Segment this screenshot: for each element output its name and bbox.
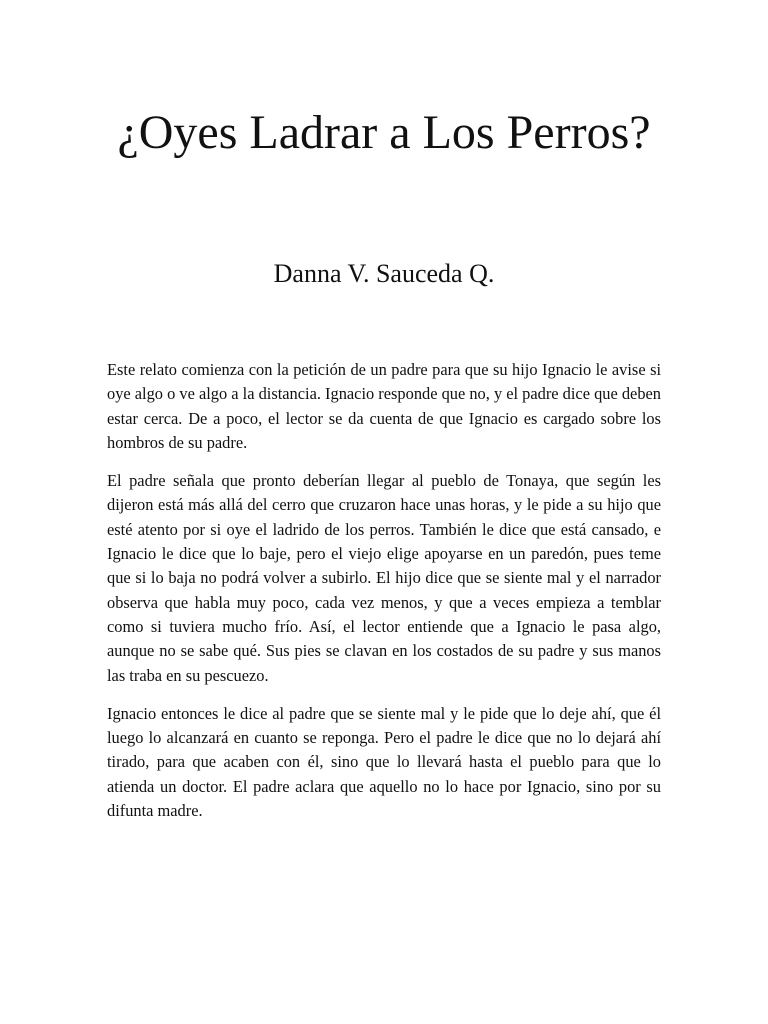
paragraph-2: El padre señala que pronto deberían llegar al pueblo de Tonaya, que según les dijeron está más allá del cerro que cruzaron hace unas horas, y le pide a su hijo que esté atento por si oye el ladrido de los perros. También le dice que está cansado, e Ignacio le dice que lo baje, pero el viejo elige apoyarse en un paredón, pues teme que si lo baja no podrá volver a subirlo. El hijo dice que se siente mal y el narrador observa que habla muy poco, cada vez menos, y que a veces empieza a temblar como si tuviera mucho frío. Así, el lector entiende que a Ignacio le pasa algo, aunque no se sabe qué. Sus pies se clavan en los costados de su padre y sus manos las traba en su pescuezo. (107, 471, 661, 685)
paragraph-1: Este relato comienza con la petición de un padre para que su hijo Ignacio le avise si oye algo o ve algo a la distancia. Ignacio responde que no, y el padre dice que deben estar cerca. De a poco, el lector se da cuenta de que Ignacio es cargado sobre los hombros de su padre. (107, 360, 661, 452)
document-body (107, 358, 661, 837)
document-title: ¿Oyes Ladrar a Los Perros? (117, 106, 651, 159)
document-author: Danna V. Sauceda Q. (273, 259, 495, 288)
paragraph-3: Ignacio entonces le dice al padre que se siente mal y le pide que lo deje ahí, que él luego lo alcanzará en cuanto se reponga. Pero el padre le dice que no lo dejará ahí tirado, para que acaben con él, sino que lo llevará hasta el pueblo para que lo atienda un doctor. El padre aclara que aquello no lo hace por Ignacio, sino por su difunta madre. (107, 703, 661, 821)
